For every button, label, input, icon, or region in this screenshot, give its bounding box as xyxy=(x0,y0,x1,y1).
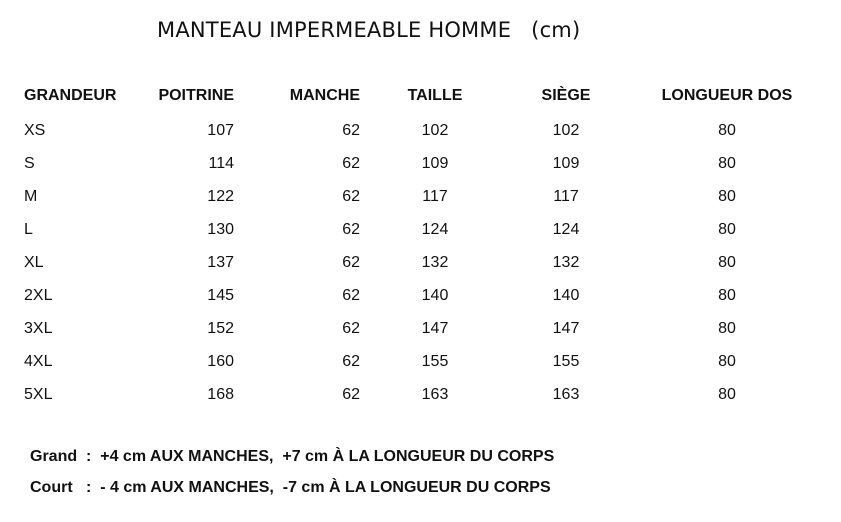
table-row xyxy=(24,345,832,378)
cell-manche: 62 xyxy=(342,187,360,205)
title-text: MANTEAU IMPERMEABLE HOMME xyxy=(157,18,512,42)
cell-siege: 117 xyxy=(553,187,579,205)
cell-manche: 62 xyxy=(342,352,360,370)
cell-poitrine: 168 xyxy=(207,385,234,403)
cell-taille: 155 xyxy=(421,352,449,370)
cell-size: 5XL xyxy=(24,385,53,403)
cell-poitrine: 107 xyxy=(207,121,234,139)
cell-longueur-dos: 80 xyxy=(718,121,736,139)
cell-taille: 117 xyxy=(422,187,448,205)
cell-manche: 62 xyxy=(342,385,360,403)
cell-poitrine: 160 xyxy=(207,352,234,370)
cell-siege: 102 xyxy=(552,121,580,139)
title-unit: (cm) xyxy=(531,18,581,42)
cell-manche: 62 xyxy=(342,154,360,172)
cell-poitrine: 130 xyxy=(207,220,234,238)
cell-siege: 147 xyxy=(552,319,580,337)
header-longueur-dos: LONGUEUR DOS xyxy=(661,87,793,104)
cell-manche: 62 xyxy=(342,121,360,139)
header-poitrine: POITRINE xyxy=(158,87,234,104)
cell-taille: 102 xyxy=(421,121,449,139)
cell-manche: 62 xyxy=(342,286,360,304)
header-manche: MANCHE xyxy=(289,87,360,104)
table-row xyxy=(24,312,832,345)
cell-siege: 109 xyxy=(552,154,580,172)
cell-size: S xyxy=(24,154,35,172)
cell-size: L xyxy=(24,220,33,238)
note-court: Court : - 4 cm AUX MANCHES, -7 cm À LA LONGUEUR DU CORPS xyxy=(30,479,551,496)
cell-longueur-dos: 80 xyxy=(718,385,736,403)
cell-size: 3XL xyxy=(24,319,53,337)
cell-poitrine: 122 xyxy=(207,187,234,205)
cell-longueur-dos: 80 xyxy=(718,187,736,205)
cell-size: 4XL xyxy=(24,352,53,370)
header-row xyxy=(24,84,832,114)
cell-siege: 163 xyxy=(552,385,580,403)
header-siege: SIÈGE xyxy=(541,87,591,104)
cell-poitrine: 114 xyxy=(208,154,234,172)
table-row xyxy=(24,246,832,279)
cell-poitrine: 137 xyxy=(207,253,234,271)
table-row xyxy=(24,147,832,180)
cell-taille: 163 xyxy=(421,385,449,403)
header-grandeur: GRANDEUR xyxy=(24,87,117,104)
cell-longueur-dos: 80 xyxy=(718,220,736,238)
cell-taille: 147 xyxy=(421,319,449,337)
cell-longueur-dos: 80 xyxy=(718,319,736,337)
cell-taille: 140 xyxy=(421,286,449,304)
table-row xyxy=(24,180,832,213)
cell-size: M xyxy=(24,187,38,205)
cell-taille: 109 xyxy=(421,154,449,172)
cell-poitrine: 152 xyxy=(207,319,234,337)
cell-longueur-dos: 80 xyxy=(718,352,736,370)
note-grand: Grand : +4 cm AUX MANCHES, +7 cm À LA LONGUEUR DU CORPS xyxy=(30,448,555,465)
cell-manche: 62 xyxy=(342,220,360,238)
cell-longueur-dos: 80 xyxy=(718,286,736,304)
cell-siege: 124 xyxy=(552,220,580,238)
table-row xyxy=(24,213,832,246)
cell-longueur-dos: 80 xyxy=(718,154,736,172)
adjustment-notes xyxy=(30,446,554,508)
cell-size: 2XL xyxy=(24,286,53,304)
cell-siege: 140 xyxy=(552,286,580,304)
cell-siege: 132 xyxy=(552,253,580,271)
cell-taille: 132 xyxy=(421,253,449,271)
cell-size: XL xyxy=(24,253,44,271)
table-row xyxy=(24,114,832,147)
cell-longueur-dos: 80 xyxy=(718,253,736,271)
cell-taille: 124 xyxy=(421,220,449,238)
cell-poitrine: 145 xyxy=(207,286,234,304)
table-row xyxy=(24,378,832,411)
page-title xyxy=(157,18,580,42)
cell-manche: 62 xyxy=(342,253,360,271)
header-taille: TAILLE xyxy=(407,87,463,104)
size-table xyxy=(24,84,832,411)
table-row xyxy=(24,279,832,312)
cell-manche: 62 xyxy=(342,319,360,337)
cell-size: XS xyxy=(24,121,46,139)
cell-siege: 155 xyxy=(552,352,580,370)
